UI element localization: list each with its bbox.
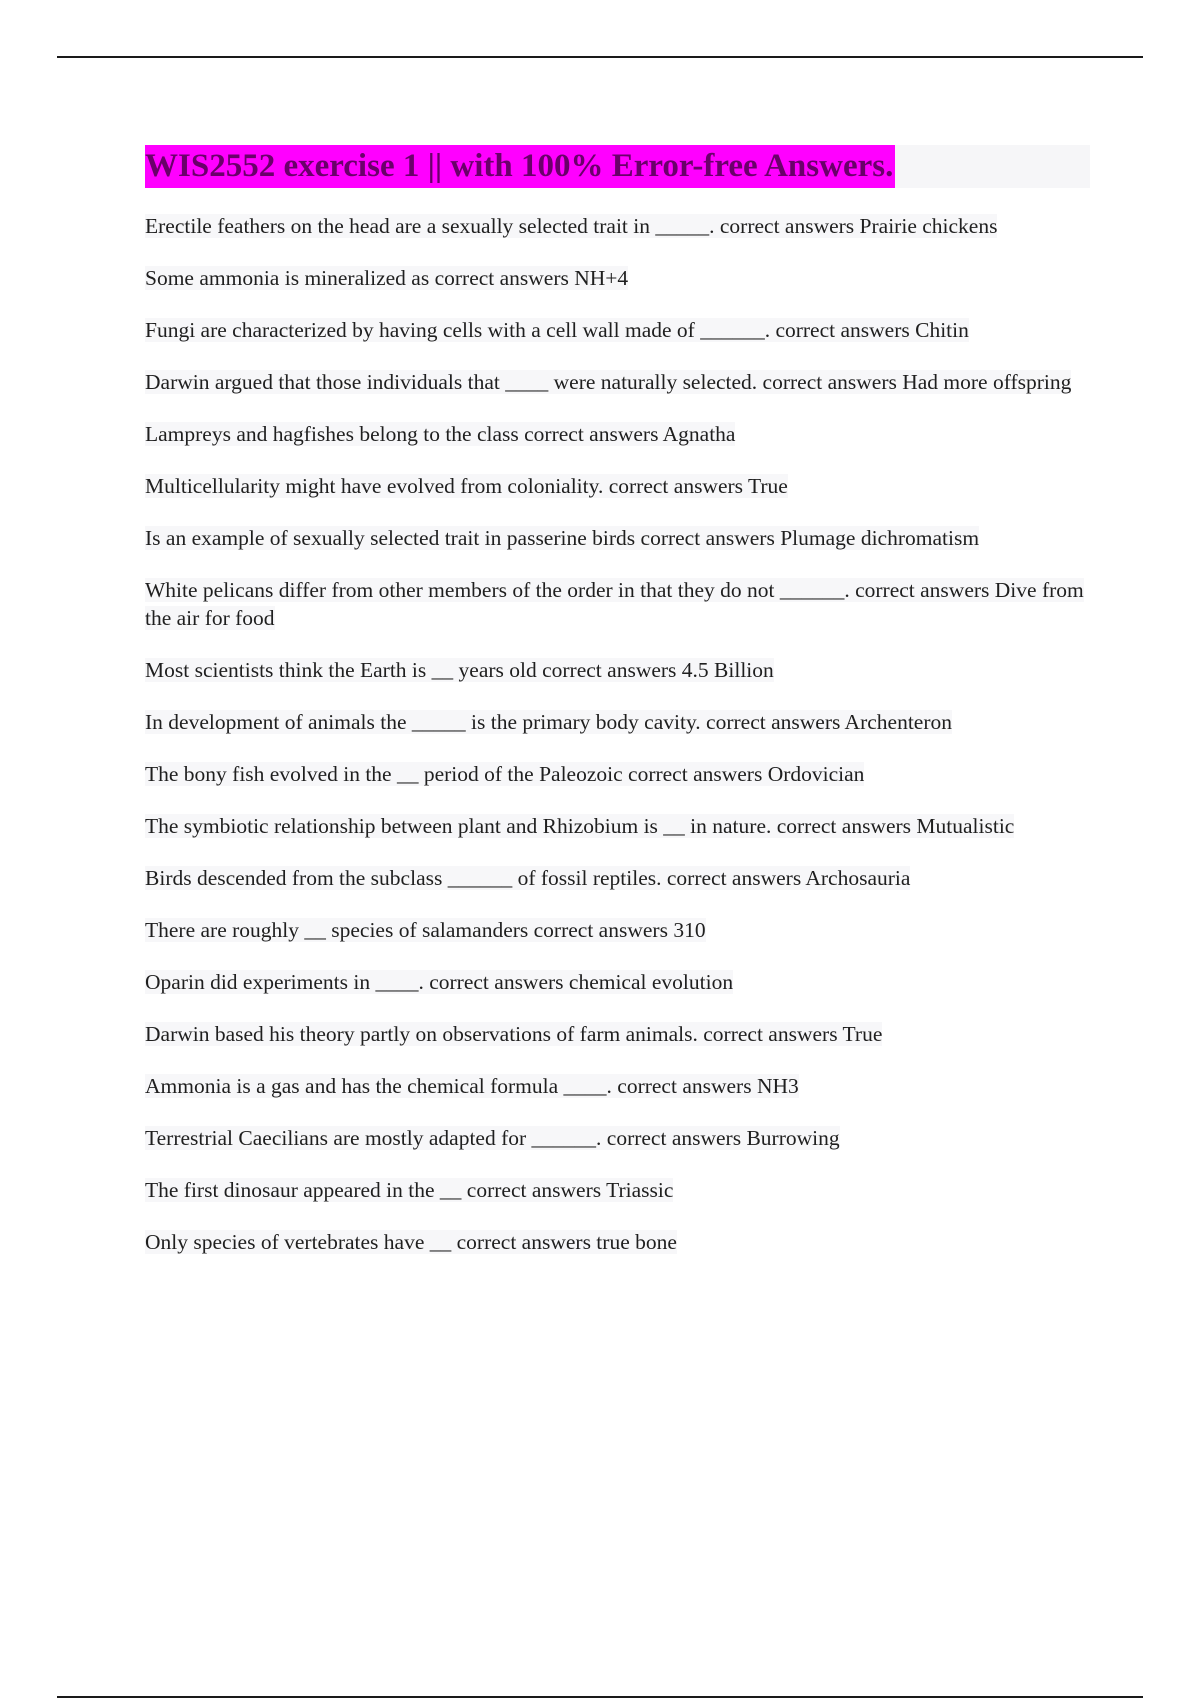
qa-item: Multicellularity might have evolved from coloniality. correct answers True	[145, 474, 788, 498]
document-body	[145, 145, 1090, 1280]
title-band	[145, 145, 1090, 188]
qa-item: Oparin did experiments in ____. correct answers chemical evolution	[145, 970, 734, 994]
qa-item: Lampreys and hagfishes belong to the class correct answers Agnatha	[145, 422, 736, 446]
qa-item: Darwin based his theory partly on observations of farm animals. correct answers True	[145, 1022, 883, 1046]
qa-item: Is an example of sexually selected trait in passerine birds correct answers Plumage dichromatism	[145, 526, 980, 550]
qa-item: White pelicans differ from other members of the order in that they do not ______. correct answers Dive from the air for food	[145, 578, 1084, 630]
qa-item: Some ammonia is mineralized as correct answers NH+4	[145, 266, 629, 290]
qa-item: The bony fish evolved in the __ period of the Paleozoic correct answers Ordovician	[145, 762, 865, 786]
qa-item: In development of animals the _____ is the primary body cavity. correct answers Archenteron	[145, 710, 952, 734]
qa-item: There are roughly __ species of salamanders correct answers 310	[145, 918, 706, 942]
qa-item: Most scientists think the Earth is __ years old correct answers 4.5 Billion	[145, 658, 774, 682]
qa-item: Darwin argued that those individuals that ____ were naturally selected. correct answers Had more offspring	[145, 370, 1072, 394]
qa-item: Ammonia is a gas and has the chemical formula ____. correct answers NH3	[145, 1074, 799, 1098]
qa-item: Birds descended from the subclass ______ of fossil reptiles. correct answers Archosauria	[145, 866, 911, 890]
qa-item: Fungi are characterized by having cells with a cell wall made of ______. correct answers Chitin	[145, 318, 969, 342]
document-title: WIS2552 exercise 1 || with 100% Error-free Answers.	[145, 145, 895, 188]
qa-item: Terrestrial Caecilians are mostly adapted for ______. correct answers Burrowing	[145, 1126, 840, 1150]
top-rule	[57, 56, 1143, 58]
qa-item: The first dinosaur appeared in the __ correct answers Triassic	[145, 1178, 674, 1202]
qa-item: Only species of vertebrates have __ correct answers true bone	[145, 1230, 677, 1254]
bottom-rule	[57, 1696, 1143, 1698]
qa-item: Erectile feathers on the head are a sexually selected trait in _____. correct answers Prairie chickens	[145, 214, 998, 238]
qa-item: The symbiotic relationship between plant and Rhizobium is __ in nature. correct answers Mutualistic	[145, 814, 1015, 838]
